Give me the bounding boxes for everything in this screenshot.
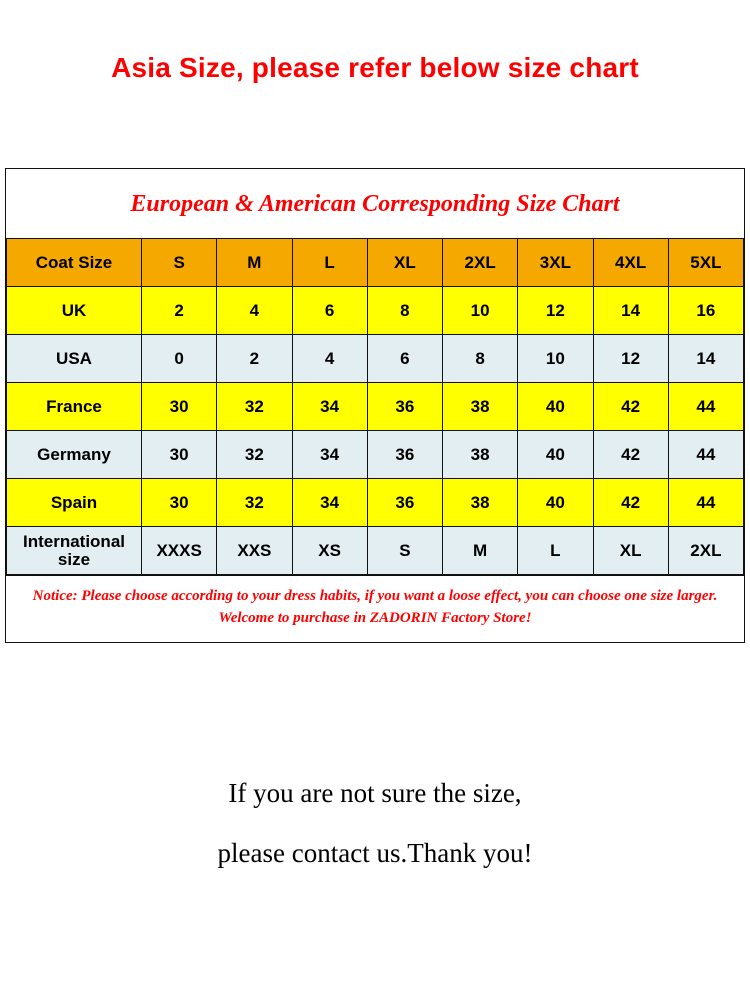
cell: 4 — [292, 335, 367, 383]
cell: 16 — [668, 287, 743, 335]
notice-text: Notice: Please choose according to your dress habits, if you want a loose effect, you can choose one size larger. Welcome to purchase in ZADORIN Factory Store! — [6, 575, 744, 642]
cell: 10 — [518, 335, 593, 383]
cell: 30 — [142, 431, 217, 479]
cell: 40 — [518, 383, 593, 431]
table-row — [7, 335, 744, 383]
size-chart-panel — [5, 168, 745, 643]
cell: 10 — [443, 287, 518, 335]
row-label-spain: Spain — [7, 479, 142, 527]
cell: 42 — [593, 431, 668, 479]
cell: 40 — [518, 479, 593, 527]
cell: 44 — [668, 431, 743, 479]
page-title: Asia Size, please refer below size chart — [111, 52, 639, 83]
cell: 42 — [593, 479, 668, 527]
column-header-s: S — [142, 239, 217, 287]
column-header-3xl: 3XL — [518, 239, 593, 287]
cell: M — [443, 527, 518, 575]
row-label-international-size: International size — [7, 527, 142, 575]
cell: 36 — [367, 431, 442, 479]
cell: 6 — [292, 287, 367, 335]
cell: 8 — [443, 335, 518, 383]
cell: 30 — [142, 383, 217, 431]
cell: 36 — [367, 383, 442, 431]
column-header-xl: XL — [367, 239, 442, 287]
cell: 30 — [142, 479, 217, 527]
column-header-5xl: 5XL — [668, 239, 743, 287]
table-row — [7, 479, 744, 527]
cell: 12 — [593, 335, 668, 383]
cell: S — [367, 527, 442, 575]
cell: 14 — [668, 335, 743, 383]
cell: 44 — [668, 479, 743, 527]
cell: 32 — [217, 383, 292, 431]
cell: L — [518, 527, 593, 575]
cell: 38 — [443, 383, 518, 431]
cell: 2XL — [668, 527, 743, 575]
row-label-germany: Germany — [7, 431, 142, 479]
contact-message-line-1: If you are not sure the size, — [228, 778, 522, 808]
cell: 32 — [217, 431, 292, 479]
cell: 44 — [668, 383, 743, 431]
cell: 8 — [367, 287, 442, 335]
table-header-row — [7, 239, 744, 287]
cell: 0 — [142, 335, 217, 383]
row-label-france: France — [7, 383, 142, 431]
table-row — [7, 431, 744, 479]
chart-title: European & American Corresponding Size Chart — [130, 191, 620, 217]
cell: 36 — [367, 479, 442, 527]
cell: 12 — [518, 287, 593, 335]
cell: XS — [292, 527, 367, 575]
table-row — [7, 287, 744, 335]
cell: 14 — [593, 287, 668, 335]
contact-message-line-2: please contact us.Thank you! — [217, 838, 533, 868]
column-header-m: M — [217, 239, 292, 287]
cell: 2 — [217, 335, 292, 383]
cell: 6 — [367, 335, 442, 383]
cell: 32 — [217, 479, 292, 527]
column-header-2xl: 2XL — [443, 239, 518, 287]
cell: XL — [593, 527, 668, 575]
table-row — [7, 527, 744, 575]
cell: 2 — [142, 287, 217, 335]
cell: 38 — [443, 431, 518, 479]
cell: 42 — [593, 383, 668, 431]
column-header-4xl: 4XL — [593, 239, 668, 287]
cell: 40 — [518, 431, 593, 479]
column-header-coat-size: Coat Size — [7, 239, 142, 287]
cell: 38 — [443, 479, 518, 527]
row-label-usa: USA — [7, 335, 142, 383]
cell: XXS — [217, 527, 292, 575]
cell: 34 — [292, 431, 367, 479]
size-table — [6, 238, 744, 575]
cell: 4 — [217, 287, 292, 335]
cell: 34 — [292, 383, 367, 431]
column-header-l: L — [292, 239, 367, 287]
cell: XXXS — [142, 527, 217, 575]
table-row — [7, 383, 744, 431]
cell: 34 — [292, 479, 367, 527]
row-label-uk: UK — [7, 287, 142, 335]
